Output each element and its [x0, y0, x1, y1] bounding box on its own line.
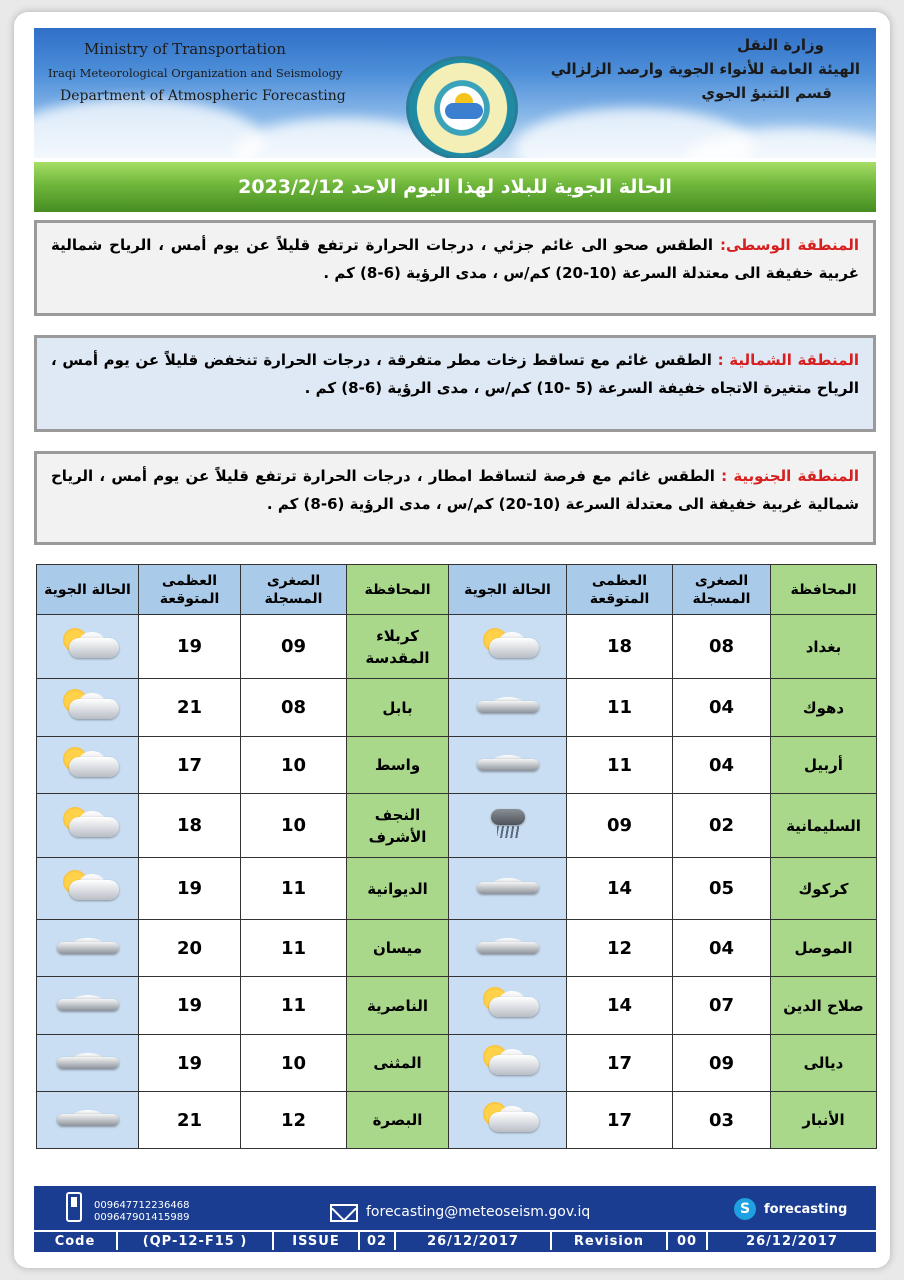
cloudy-icon [471, 745, 545, 781]
table-header-row [37, 565, 877, 615]
province-name: النجف الأشرف [347, 794, 449, 858]
province-name: بغداد [771, 615, 877, 679]
min-temp: 05 [673, 858, 771, 920]
condition-cell [37, 977, 139, 1035]
rain-icon [471, 805, 545, 841]
header-province: المحافظة [347, 565, 449, 615]
forecast-table [36, 564, 877, 1149]
revision-date: 26/12/2017 [746, 1233, 838, 1249]
phone-number-1: 009647712236468 [94, 1200, 190, 1211]
province-name: دهوك [771, 679, 877, 737]
min-temp: 11 [241, 977, 347, 1035]
max-temp: 14 [567, 977, 673, 1035]
min-temp: 03 [673, 1092, 771, 1149]
condition-cell [449, 1092, 567, 1149]
footer-bar [34, 1186, 876, 1252]
min-temp: 04 [673, 679, 771, 737]
max-temp: 19 [139, 615, 241, 679]
province-name: البصرة [347, 1092, 449, 1149]
region-north [34, 335, 876, 432]
partly-cloudy-icon [51, 868, 125, 904]
title-bar [34, 162, 876, 212]
partly-cloudy-icon [51, 687, 125, 723]
province-name: الديوانية [347, 858, 449, 920]
table-row [37, 679, 877, 737]
province-name: الموصل [771, 920, 877, 977]
province-name: المثنى [347, 1035, 449, 1092]
email-address[interactable]: forecasting@meteoseism.gov.iq [366, 1204, 591, 1220]
condition-cell [449, 920, 567, 977]
condition-cell [37, 1035, 139, 1092]
province-name: صلاح الدين [771, 977, 877, 1035]
partly-cloudy-icon [51, 626, 125, 662]
cloudy-icon [51, 1043, 125, 1079]
province-name: أربيل [771, 737, 877, 794]
condition-cell [37, 679, 139, 737]
condition-cell [449, 858, 567, 920]
province-name: الأنبار [771, 1092, 877, 1149]
region-north-text: الطقس غائم مع تساقط زخات مطر متفرقة ، درجات الحرارة تنخفض قليلاً عن يوم أمس ، الرياح متغيرة الاتجاه خفيفة السرعة (5 -10) كم/س ، مدى الرؤية (6-8) كم . [51, 351, 859, 397]
province-name: بابل [347, 679, 449, 737]
partly-cloudy-icon [51, 805, 125, 841]
partly-cloudy-icon [471, 1100, 545, 1136]
header-ministry-ar: وزارة النقل [737, 36, 824, 54]
condition-cell [37, 615, 139, 679]
header-min-temp: الصغرى المسجلة [673, 565, 771, 615]
max-temp: 11 [567, 737, 673, 794]
max-temp: 19 [139, 977, 241, 1035]
table-row [37, 858, 877, 920]
max-temp: 19 [139, 1035, 241, 1092]
min-temp: 12 [241, 1092, 347, 1149]
revision-number: 00 [668, 1232, 708, 1250]
partly-cloudy-icon [51, 745, 125, 781]
province-name: واسط [347, 737, 449, 794]
condition-cell [449, 794, 567, 858]
header-organization-en: Iraqi Meteorological Organization and Seismology [48, 66, 343, 80]
header-organization-ar: الهيئة العامة للأنواء الجوية وارصد الزلزالي [550, 60, 860, 78]
max-temp: 11 [567, 679, 673, 737]
skype-handle: forecasting [764, 1202, 848, 1217]
min-temp: 04 [673, 920, 771, 977]
region-south-text: الطقس غائم مع فرصة لتساقط امطار ، درجات الحرارة ترتفع قليلاً عن يوم أمس ، الرياح شمالية غربية خفيفة الى معتدلة السرعة (10-20) كم/س ، مدى الرؤية (6-8) كم . [51, 467, 859, 513]
max-temp: 19 [139, 858, 241, 920]
min-temp: 09 [673, 1035, 771, 1092]
issue-number: 02 [360, 1232, 396, 1250]
table-row [37, 737, 877, 794]
phone-number-2: 009647901415989 [94, 1212, 190, 1223]
min-temp: 10 [241, 1035, 347, 1092]
partly-cloudy-icon [471, 1043, 545, 1079]
region-central [34, 220, 876, 316]
max-temp: 21 [139, 679, 241, 737]
header-max-temp: العظمى المتوقعة [139, 565, 241, 615]
condition-cell [449, 615, 567, 679]
region-central-label: المنطقة الوسطى: [719, 236, 859, 254]
code-value: (QP-12-F15 ) [118, 1232, 274, 1250]
condition-cell [37, 920, 139, 977]
min-temp: 10 [241, 794, 347, 858]
max-temp: 09 [567, 794, 673, 858]
table-row [37, 977, 877, 1035]
header-max-temp: العظمى المتوقعة [567, 565, 673, 615]
cloudy-icon [51, 928, 125, 964]
min-temp: 11 [241, 920, 347, 977]
min-temp: 07 [673, 977, 771, 1035]
table-row [37, 794, 877, 858]
header-department-en: Department of Atmospheric Forecasting [60, 88, 346, 104]
min-temp: 11 [241, 858, 347, 920]
issue-date: 26/12/2017 [396, 1232, 552, 1250]
table-row [37, 615, 877, 679]
cloudy-icon [51, 1100, 125, 1136]
header-province: المحافظة [771, 565, 877, 615]
max-temp: 12 [567, 920, 673, 977]
region-north-label: المنطقة الشمالية : [717, 351, 859, 369]
skype-icon: S [734, 1198, 756, 1220]
cloudy-icon [51, 985, 125, 1021]
min-temp: 08 [241, 679, 347, 737]
max-temp: 14 [567, 858, 673, 920]
condition-cell [449, 679, 567, 737]
condition-cell [449, 737, 567, 794]
min-temp: 08 [673, 615, 771, 679]
table-row [37, 1092, 877, 1149]
max-temp: 18 [567, 615, 673, 679]
province-name: كربلاء المقدسة [347, 615, 449, 679]
min-temp: 02 [673, 794, 771, 858]
table-row [37, 1035, 877, 1092]
condition-cell [37, 794, 139, 858]
organization-logo [406, 56, 518, 158]
condition-cell [449, 977, 567, 1035]
condition-cell [37, 1092, 139, 1149]
condition-cell [37, 858, 139, 920]
region-south [34, 451, 876, 545]
max-temp: 17 [567, 1092, 673, 1149]
page-title: الحالة الجوية للبلاد لهذا اليوم الاحد 2023/2/12 [238, 176, 672, 198]
max-temp: 20 [139, 920, 241, 977]
province-name: السليمانية [771, 794, 877, 858]
region-south-label: المنطقة الجنوبية : [721, 467, 859, 485]
min-temp: 09 [241, 615, 347, 679]
cloudy-icon [471, 687, 545, 723]
phone-numbers [94, 1200, 189, 1224]
max-temp: 18 [139, 794, 241, 858]
max-temp: 17 [139, 737, 241, 794]
revision-label: Revision [552, 1232, 668, 1250]
code-label: Code [34, 1232, 118, 1250]
province-name: ميسان [347, 920, 449, 977]
province-name: ديالى [771, 1035, 877, 1092]
partly-cloudy-icon [471, 626, 545, 662]
min-temp: 04 [673, 737, 771, 794]
province-name: الناصرية [347, 977, 449, 1035]
header-ministry-en: Ministry of Transportation [84, 40, 286, 58]
header-condition: الحالة الجوية [449, 565, 567, 615]
region-central-text: الطقس صحو الى غائم جزئي ، درجات الحرارة ترتفع قليلاً عن يوم أمس ، الرياح شمالية غربية خفيفة الى معتدلة السرعة (10-20) كم/س ، مدى الرؤية (6-8) كم . [51, 236, 859, 282]
partly-cloudy-icon [471, 985, 545, 1021]
province-name: كركوك [771, 858, 877, 920]
cloudy-icon [471, 928, 545, 964]
header-condition: الحالة الجوية [37, 565, 139, 615]
max-temp: 17 [567, 1035, 673, 1092]
header-min-temp: الصغرى المسجلة [241, 565, 347, 615]
max-temp: 21 [139, 1092, 241, 1149]
table-row [37, 920, 877, 977]
header-banner [34, 28, 876, 158]
mail-icon [330, 1204, 358, 1222]
issue-label: ISSUE [274, 1232, 360, 1250]
phone-icon [66, 1192, 82, 1222]
header-department-ar: قسم التنبؤ الجوي [701, 84, 832, 102]
cloudy-icon [471, 868, 545, 904]
condition-cell [449, 1035, 567, 1092]
condition-cell [37, 737, 139, 794]
min-temp: 10 [241, 737, 347, 794]
